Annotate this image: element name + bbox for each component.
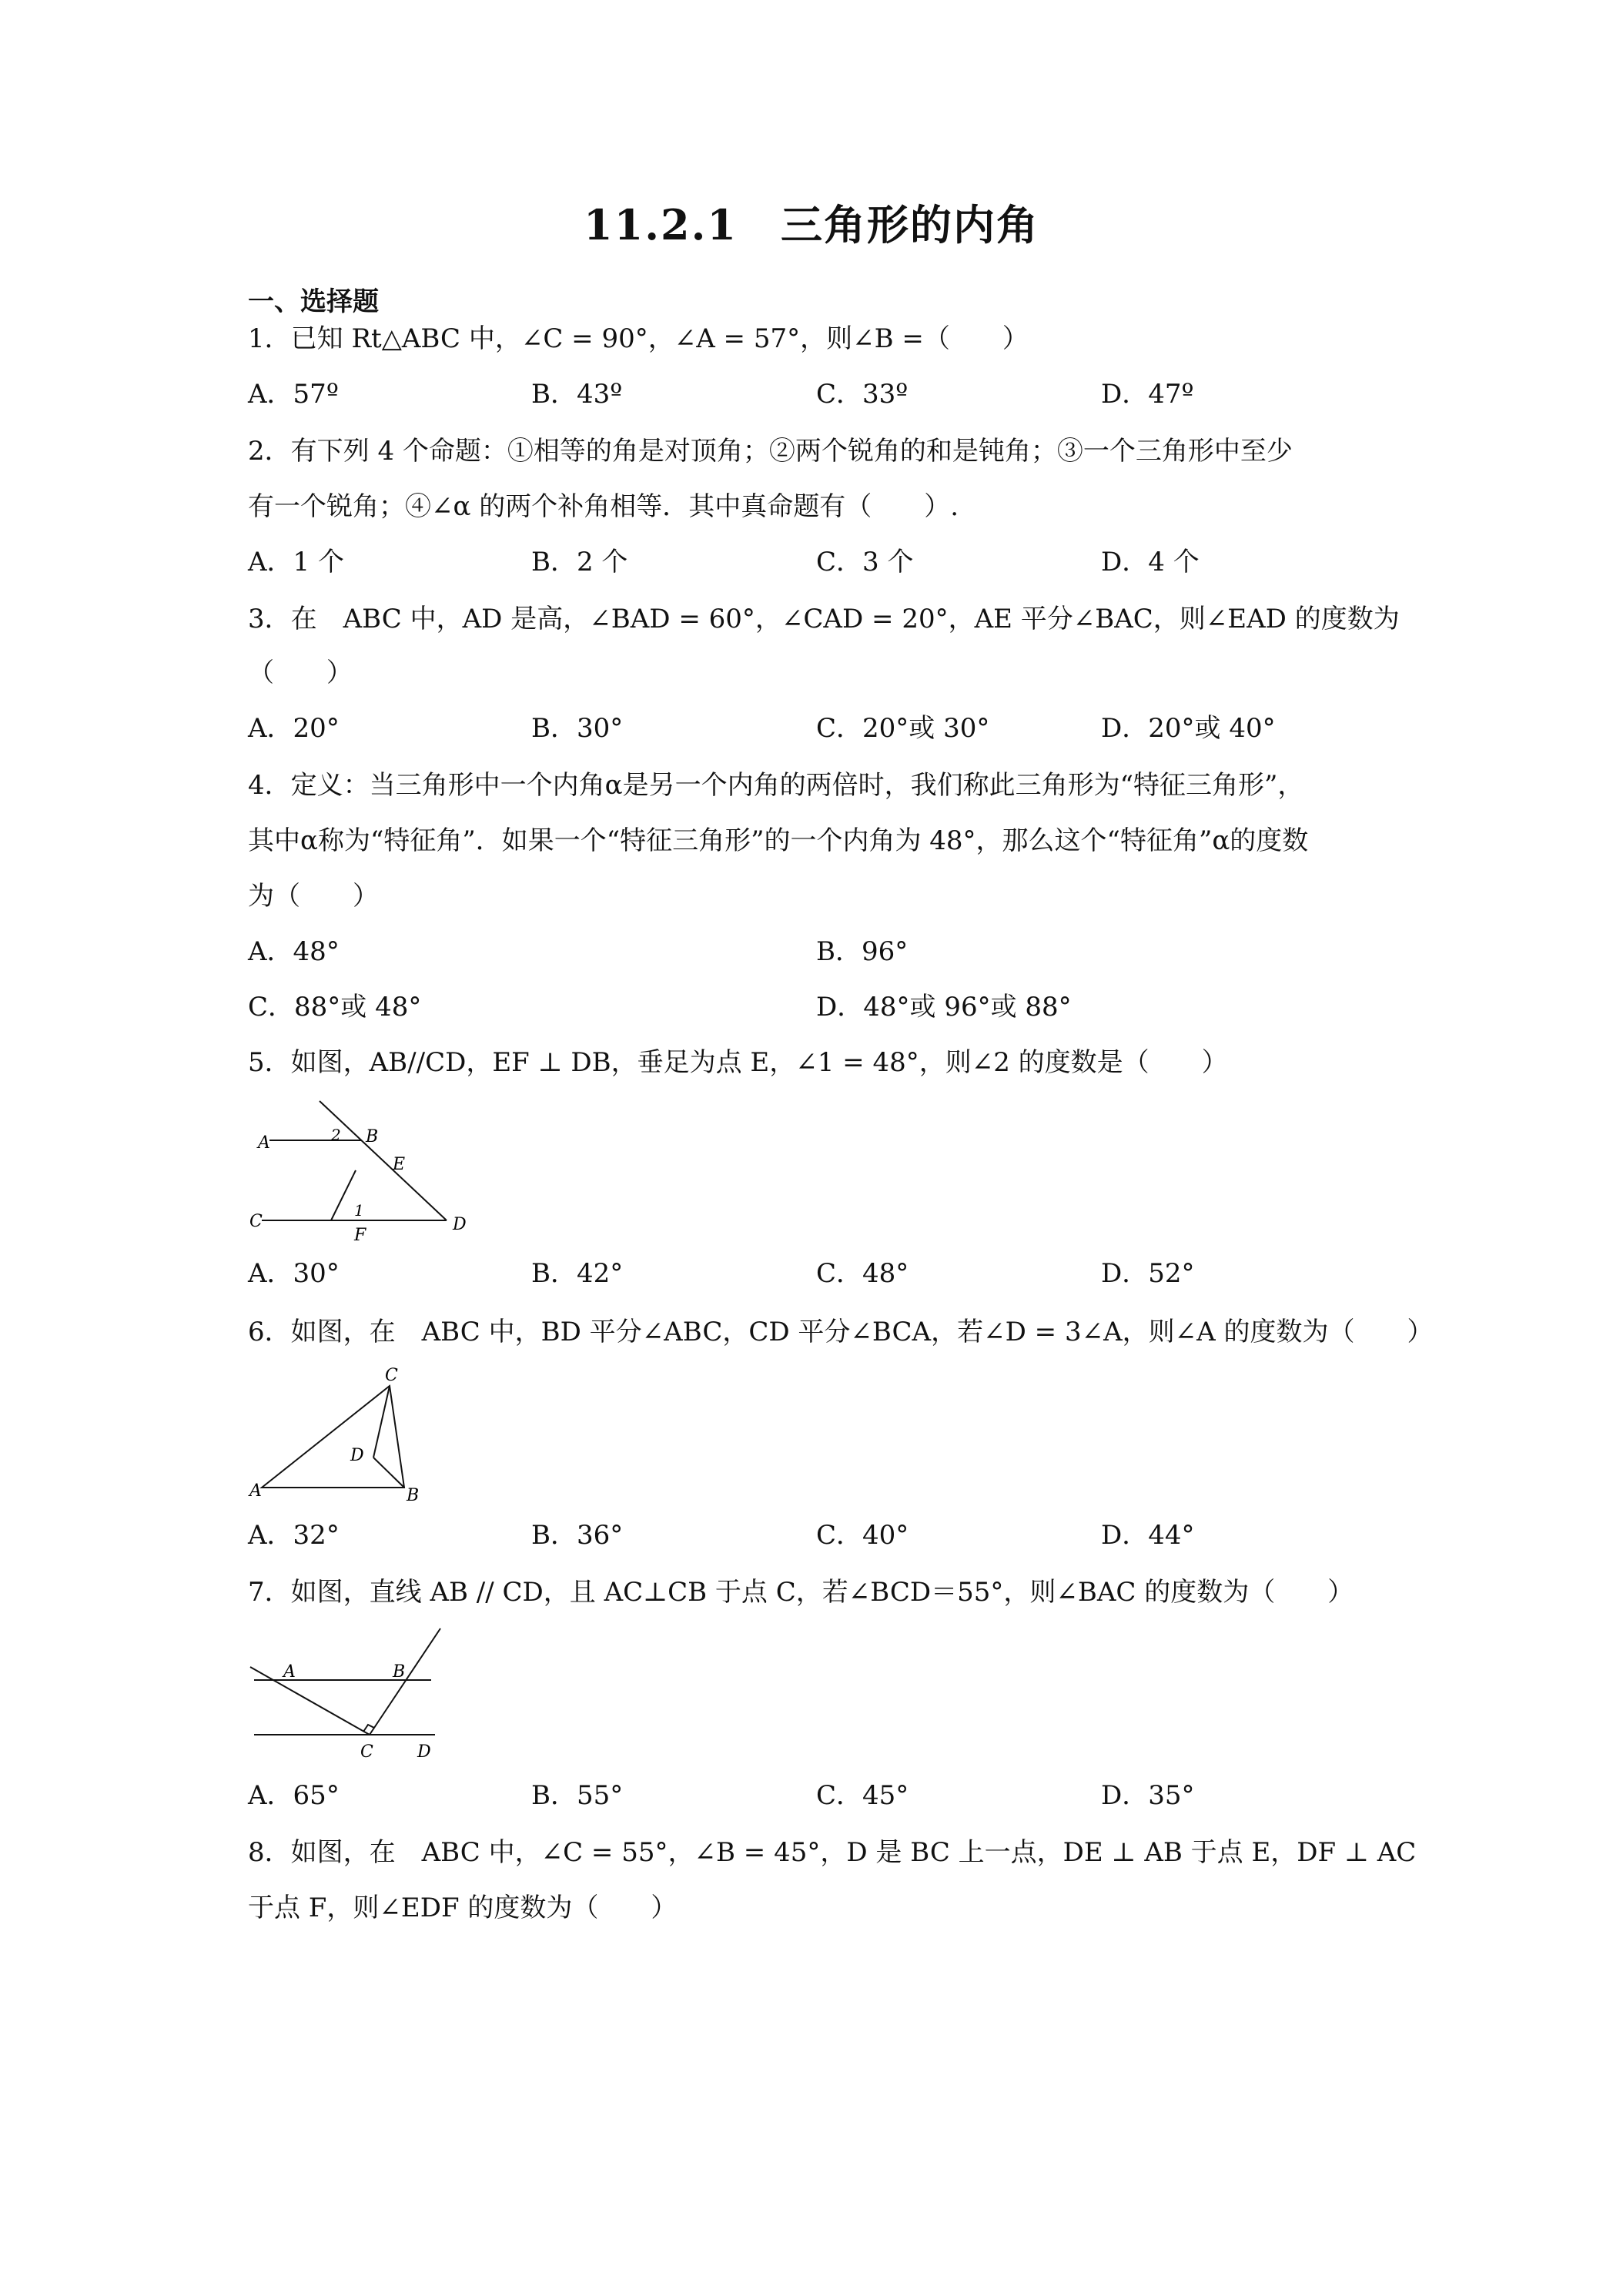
q7-line-ac	[250, 1667, 370, 1735]
question-4-line-1: 4．定义：当三角形中一个内角α是另一个内角的两倍时，我们称此三角形为“特征三角形”，	[248, 770, 1304, 801]
q5-label-e: E	[393, 1155, 406, 1174]
q7-option-c: C．45°	[816, 1780, 909, 1811]
q5-label-f: F	[354, 1226, 366, 1245]
q5-line-bd	[320, 1101, 447, 1220]
q3-option-a: A．20°	[248, 713, 340, 744]
q2-option-c: C．3 个	[816, 547, 914, 577]
q3-option-b: B．30°	[531, 713, 624, 744]
q1-option-a: A．57º	[248, 379, 339, 410]
q5-option-a: A．30°	[248, 1258, 340, 1289]
q4-option-c: C．88°或 48°	[248, 992, 422, 1022]
q2-option-d: D．4 个	[1101, 547, 1200, 577]
q4-option-a: A．48°	[248, 936, 340, 967]
q5-label-b: B	[366, 1127, 379, 1146]
q5-label-c: C	[249, 1212, 263, 1231]
q6-option-d: D．44°	[1101, 1520, 1195, 1551]
page-title: 11.2.1 三角形的内角	[584, 200, 1039, 249]
q5-angle-1: 1	[354, 1201, 364, 1220]
question-8-line-2: 于点 F，则∠EDF 的度数为（ ）	[248, 1893, 678, 1923]
q5-option-b: B．42°	[531, 1258, 624, 1289]
q6-option-a: A．32°	[248, 1520, 340, 1551]
question-1-stem: 1．已知 Rt△ABC 中，∠C = 90°，∠A = 57°，则∠B =（ ）	[248, 323, 1029, 354]
q7-label-a: A	[283, 1662, 296, 1682]
question-2-line-1: 2．有下列 4 个命题：①相等的角是对顶角；②两个锐角的和是钝角；③一个三角形中至少	[248, 436, 1293, 467]
q6-label-d: D	[350, 1446, 364, 1465]
question-3-line-2: （ ）	[248, 658, 353, 688]
question-8-line-1: 8．如图，在 ABC 中，∠C = 55°，∠B = 45°，D 是 BC 上一点，DE ⊥ AB 于点 E，DF ⊥ AC	[248, 1837, 1417, 1868]
q7-label-d: D	[417, 1742, 431, 1762]
q6-label-b: B	[407, 1486, 420, 1505]
q3-option-d: D．20°或 40°	[1101, 713, 1276, 744]
q4-option-d: D．48°或 96°或 88°	[816, 992, 1072, 1022]
section-heading: 一、选择题	[248, 286, 379, 317]
question-2-line-2: 有一个锐角；④∠α 的两个补角相等．其中真命题有（ ）.	[248, 491, 959, 522]
q7-option-b: B．55°	[531, 1780, 624, 1811]
q7-option-d: D．35°	[1101, 1780, 1195, 1811]
question-4-line-2: 其中α称为“特征角”．如果一个“特征三角形”的一个内角为 48°，那么这个“特征角”α的度数	[248, 825, 1309, 856]
q5-line-ef	[331, 1170, 356, 1220]
q1-option-b: B．43º	[531, 379, 623, 410]
q6-figure	[246, 1367, 431, 1505]
question-4-line-3: 为（ ）	[248, 881, 379, 912]
question-5-stem: 5．如图，AB//CD，EF ⊥ DB，垂足为点 E，∠1 = 48°，则∠2 的度数是（ ）	[248, 1047, 1228, 1078]
q6-label-c: C	[385, 1367, 398, 1385]
q7-figure	[246, 1625, 447, 1763]
q6-line-bd	[373, 1458, 404, 1488]
q6-option-b: B．36°	[531, 1520, 624, 1551]
q5-angle-2: 2	[331, 1126, 341, 1144]
question-7-stem: 7．如图，直线 AB // CD，且 AC⊥CB 于点 C，若∠BCD＝55°，则∠BAC 的度数为（ ）	[248, 1577, 1354, 1608]
q5-option-d: D．52°	[1101, 1258, 1195, 1289]
q2-option-b: B．2 个	[531, 547, 628, 577]
q6-label-a: A	[249, 1481, 262, 1501]
q3-option-c: C．20°或 30°	[816, 713, 990, 744]
q4-option-b: B．96°	[816, 936, 909, 967]
question-6-stem: 6．如图，在 ABC 中，BD 平分∠ABC，CD 平分∠BCA，若∠D = 3∠A，则∠A 的度数为（ ）	[248, 1317, 1434, 1347]
q5-label-a: A	[258, 1133, 270, 1153]
q1-option-d: D．47º	[1101, 379, 1194, 410]
q6-option-c: C．40°	[816, 1520, 909, 1551]
q5-label-d: D	[453, 1215, 467, 1234]
q2-option-a: A．1 个	[248, 547, 344, 577]
question-3-line-1: 3．在 ABC 中，AD 是高，∠BAD = 60°，∠CAD = 20°，AE 平分∠BAC，则∠EAD 的度数为	[248, 604, 1400, 634]
q5-option-c: C．48°	[816, 1258, 909, 1289]
q7-option-a: A．65°	[248, 1780, 340, 1811]
q5-figure	[246, 1097, 477, 1247]
q1-option-c: C．33º	[816, 379, 909, 410]
q7-label-c: C	[360, 1742, 373, 1762]
q7-label-b: B	[393, 1662, 406, 1682]
q7-line-cb	[370, 1628, 440, 1735]
q6-triangle-abc	[262, 1386, 404, 1488]
